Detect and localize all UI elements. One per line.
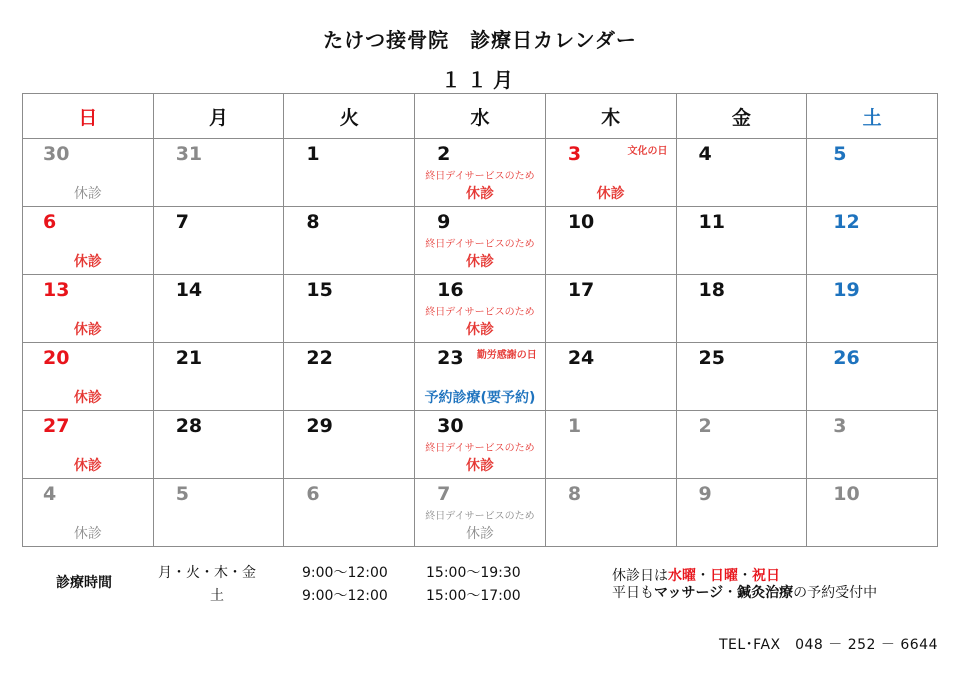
day-cell-tue [284, 479, 415, 547]
page-title: たけつ接骨院 診療日カレンダー [323, 28, 637, 52]
closed-note: 休診 [465, 186, 494, 202]
reservation-only-note: 予約診療(要予約) [424, 390, 536, 406]
weekday-header-wed: 水 [415, 94, 546, 139]
day-number: 16 [437, 279, 464, 301]
day-cell-sun [23, 275, 154, 343]
day-number: 4 [43, 483, 57, 505]
calendar-week-row [23, 411, 938, 479]
calendar-week-row [23, 207, 938, 275]
holiday-name: 文化の日 [627, 146, 668, 157]
closed-note: 休診 [73, 458, 102, 474]
weekday-header-sat: 土 [807, 94, 938, 139]
day-cell-fri [676, 411, 807, 479]
day-number: 19 [833, 279, 860, 301]
day-cell-mon [153, 275, 284, 343]
day-service-note: 終日デイサービスのため [425, 511, 535, 522]
closed-note: 休診 [465, 458, 494, 474]
day-number: 18 [698, 279, 725, 301]
closed-note: 休診 [73, 390, 102, 406]
reservation-suffix: の予約受付中 [793, 585, 878, 601]
closed-note: 休診 [596, 186, 625, 202]
day-cell-wed [415, 207, 546, 275]
day-number: 2 [437, 143, 451, 165]
hours-pm-weekday: 15:00～19:30 [426, 565, 521, 581]
day-number: 20 [43, 347, 70, 369]
day-number: 9 [698, 483, 712, 505]
day-number: 12 [833, 211, 860, 233]
day-number: 5 [833, 143, 847, 165]
day-cell-tue [284, 343, 415, 411]
day-cell-sat [807, 275, 938, 343]
day-number: 21 [175, 347, 203, 369]
day-cell-sun [23, 207, 154, 275]
day-cell-tue [284, 275, 415, 343]
closed-note: 休診 [73, 254, 102, 270]
separator: ・ [738, 568, 752, 584]
day-number: 3 [567, 143, 582, 165]
separator: ・ [696, 568, 710, 584]
acupuncture-label: 鍼灸治療 [737, 585, 794, 601]
day-cell-thu [545, 479, 676, 547]
reservation-prefix: 平日も [612, 585, 654, 601]
day-cell-mon [153, 207, 284, 275]
day-service-note: 終日デイサービスのため [425, 239, 535, 250]
calendar-week-row [23, 479, 938, 547]
closed-sunday: 日曜 [710, 568, 738, 584]
day-cell-wed [415, 411, 546, 479]
day-number: 15 [306, 279, 333, 301]
day-number: 25 [698, 347, 725, 369]
weekday-header-row [23, 94, 938, 139]
day-number: 24 [567, 347, 595, 369]
calendar-table [22, 93, 938, 547]
closed-note: 休診 [465, 254, 494, 270]
day-number: 6 [306, 483, 320, 505]
day-cell-tue [284, 207, 415, 275]
day-cell-tue [284, 411, 415, 479]
day-number: 4 [698, 143, 712, 165]
tel-fax-number: TEL･FAX 048 － 252 － 6644 [718, 637, 938, 653]
day-cell-fri [676, 139, 807, 207]
day-service-note: 終日デイサービスのため [425, 171, 535, 182]
day-cell-thu [545, 411, 676, 479]
day-cell-thu [545, 275, 676, 343]
day-cell-wed [415, 139, 546, 207]
day-cell-thu [545, 139, 676, 207]
day-cell-sun [23, 139, 154, 207]
weekday-header-sun: 日 [23, 94, 154, 139]
day-cell-wed [415, 275, 546, 343]
day-number: 17 [567, 279, 595, 301]
closed-note: 休診 [73, 526, 102, 542]
closed-note: 休診 [465, 526, 494, 542]
day-number: 2 [698, 415, 712, 437]
holiday-name: 勤労感謝の日 [476, 350, 537, 361]
day-number: 30 [43, 143, 70, 165]
calendar-week-row [23, 343, 938, 411]
closed-note: 休診 [73, 186, 102, 202]
day-number: 10 [567, 211, 595, 233]
day-cell-fri [676, 207, 807, 275]
day-number: 1 [567, 415, 582, 437]
day-cell-sat [807, 479, 938, 547]
day-number: 7 [437, 483, 451, 505]
day-number: 29 [306, 415, 333, 437]
day-cell-sat [807, 411, 938, 479]
day-number: 27 [43, 415, 70, 437]
day-number: 30 [437, 415, 464, 437]
closed-days-prefix: 休診日は [612, 568, 668, 584]
day-cell-mon [153, 411, 284, 479]
weekday-header-fri: 金 [676, 94, 807, 139]
day-cell-sun [23, 479, 154, 547]
massage-label: マッサージ [654, 585, 724, 601]
weekday-header-thu: 木 [545, 94, 676, 139]
day-cell-wed [415, 343, 546, 411]
hours-am-saturday: 9:00～12:00 [302, 588, 388, 604]
calendar-week-row [23, 275, 938, 343]
day-cell-mon [153, 139, 284, 207]
day-number: 23 [437, 347, 464, 369]
day-number: 5 [175, 483, 189, 505]
day-cell-sat [807, 139, 938, 207]
day-cell-wed [415, 479, 546, 547]
day-number: 13 [43, 279, 70, 301]
day-number: 8 [567, 483, 582, 505]
hours-days-weekday: 月・火・木・金 [158, 565, 256, 581]
day-cell-tue [284, 139, 415, 207]
day-service-note: 終日デイサービスのため [425, 307, 535, 318]
day-number: 11 [698, 211, 725, 233]
weekday-header-mon: 月 [153, 94, 284, 139]
day-cell-thu [545, 207, 676, 275]
day-cell-sat [807, 207, 938, 275]
day-cell-fri [676, 343, 807, 411]
day-cell-fri [676, 479, 807, 547]
day-cell-mon [153, 343, 284, 411]
day-number: 26 [833, 347, 860, 369]
day-cell-thu [545, 343, 676, 411]
hours-am-weekday: 9:00～12:00 [302, 565, 388, 581]
day-number: 31 [175, 143, 203, 165]
month-heading: １１月 [441, 68, 519, 92]
closed-note: 休診 [465, 322, 494, 338]
day-number: 14 [175, 279, 203, 301]
day-number: 8 [306, 211, 320, 233]
day-number: 7 [175, 211, 189, 233]
hours-label: 診療時間 [56, 575, 112, 591]
closed-note: 休診 [73, 322, 102, 338]
closed-wednesday: 水曜 [668, 568, 696, 584]
day-number: 28 [175, 415, 203, 437]
day-service-note: 終日デイサービスのため [425, 443, 535, 454]
day-cell-sun [23, 411, 154, 479]
hours-pm-saturday: 15:00～17:00 [426, 588, 521, 604]
calendar-week-row [23, 139, 938, 207]
closed-holiday: 祝日 [752, 568, 780, 584]
day-number: 3 [833, 415, 847, 437]
day-cell-sun [23, 343, 154, 411]
separator: ・ [723, 585, 738, 601]
hours-days-saturday: 土 [210, 588, 224, 604]
day-number: 10 [833, 483, 860, 505]
weekday-header-tue: 火 [284, 94, 415, 139]
day-cell-sat [807, 343, 938, 411]
day-number: 6 [43, 211, 57, 233]
day-cell-mon [153, 479, 284, 547]
reservation-note [612, 582, 877, 602]
day-cell-fri [676, 275, 807, 343]
day-number: 22 [306, 347, 333, 369]
day-number: 1 [306, 143, 320, 165]
day-number: 9 [437, 211, 451, 233]
